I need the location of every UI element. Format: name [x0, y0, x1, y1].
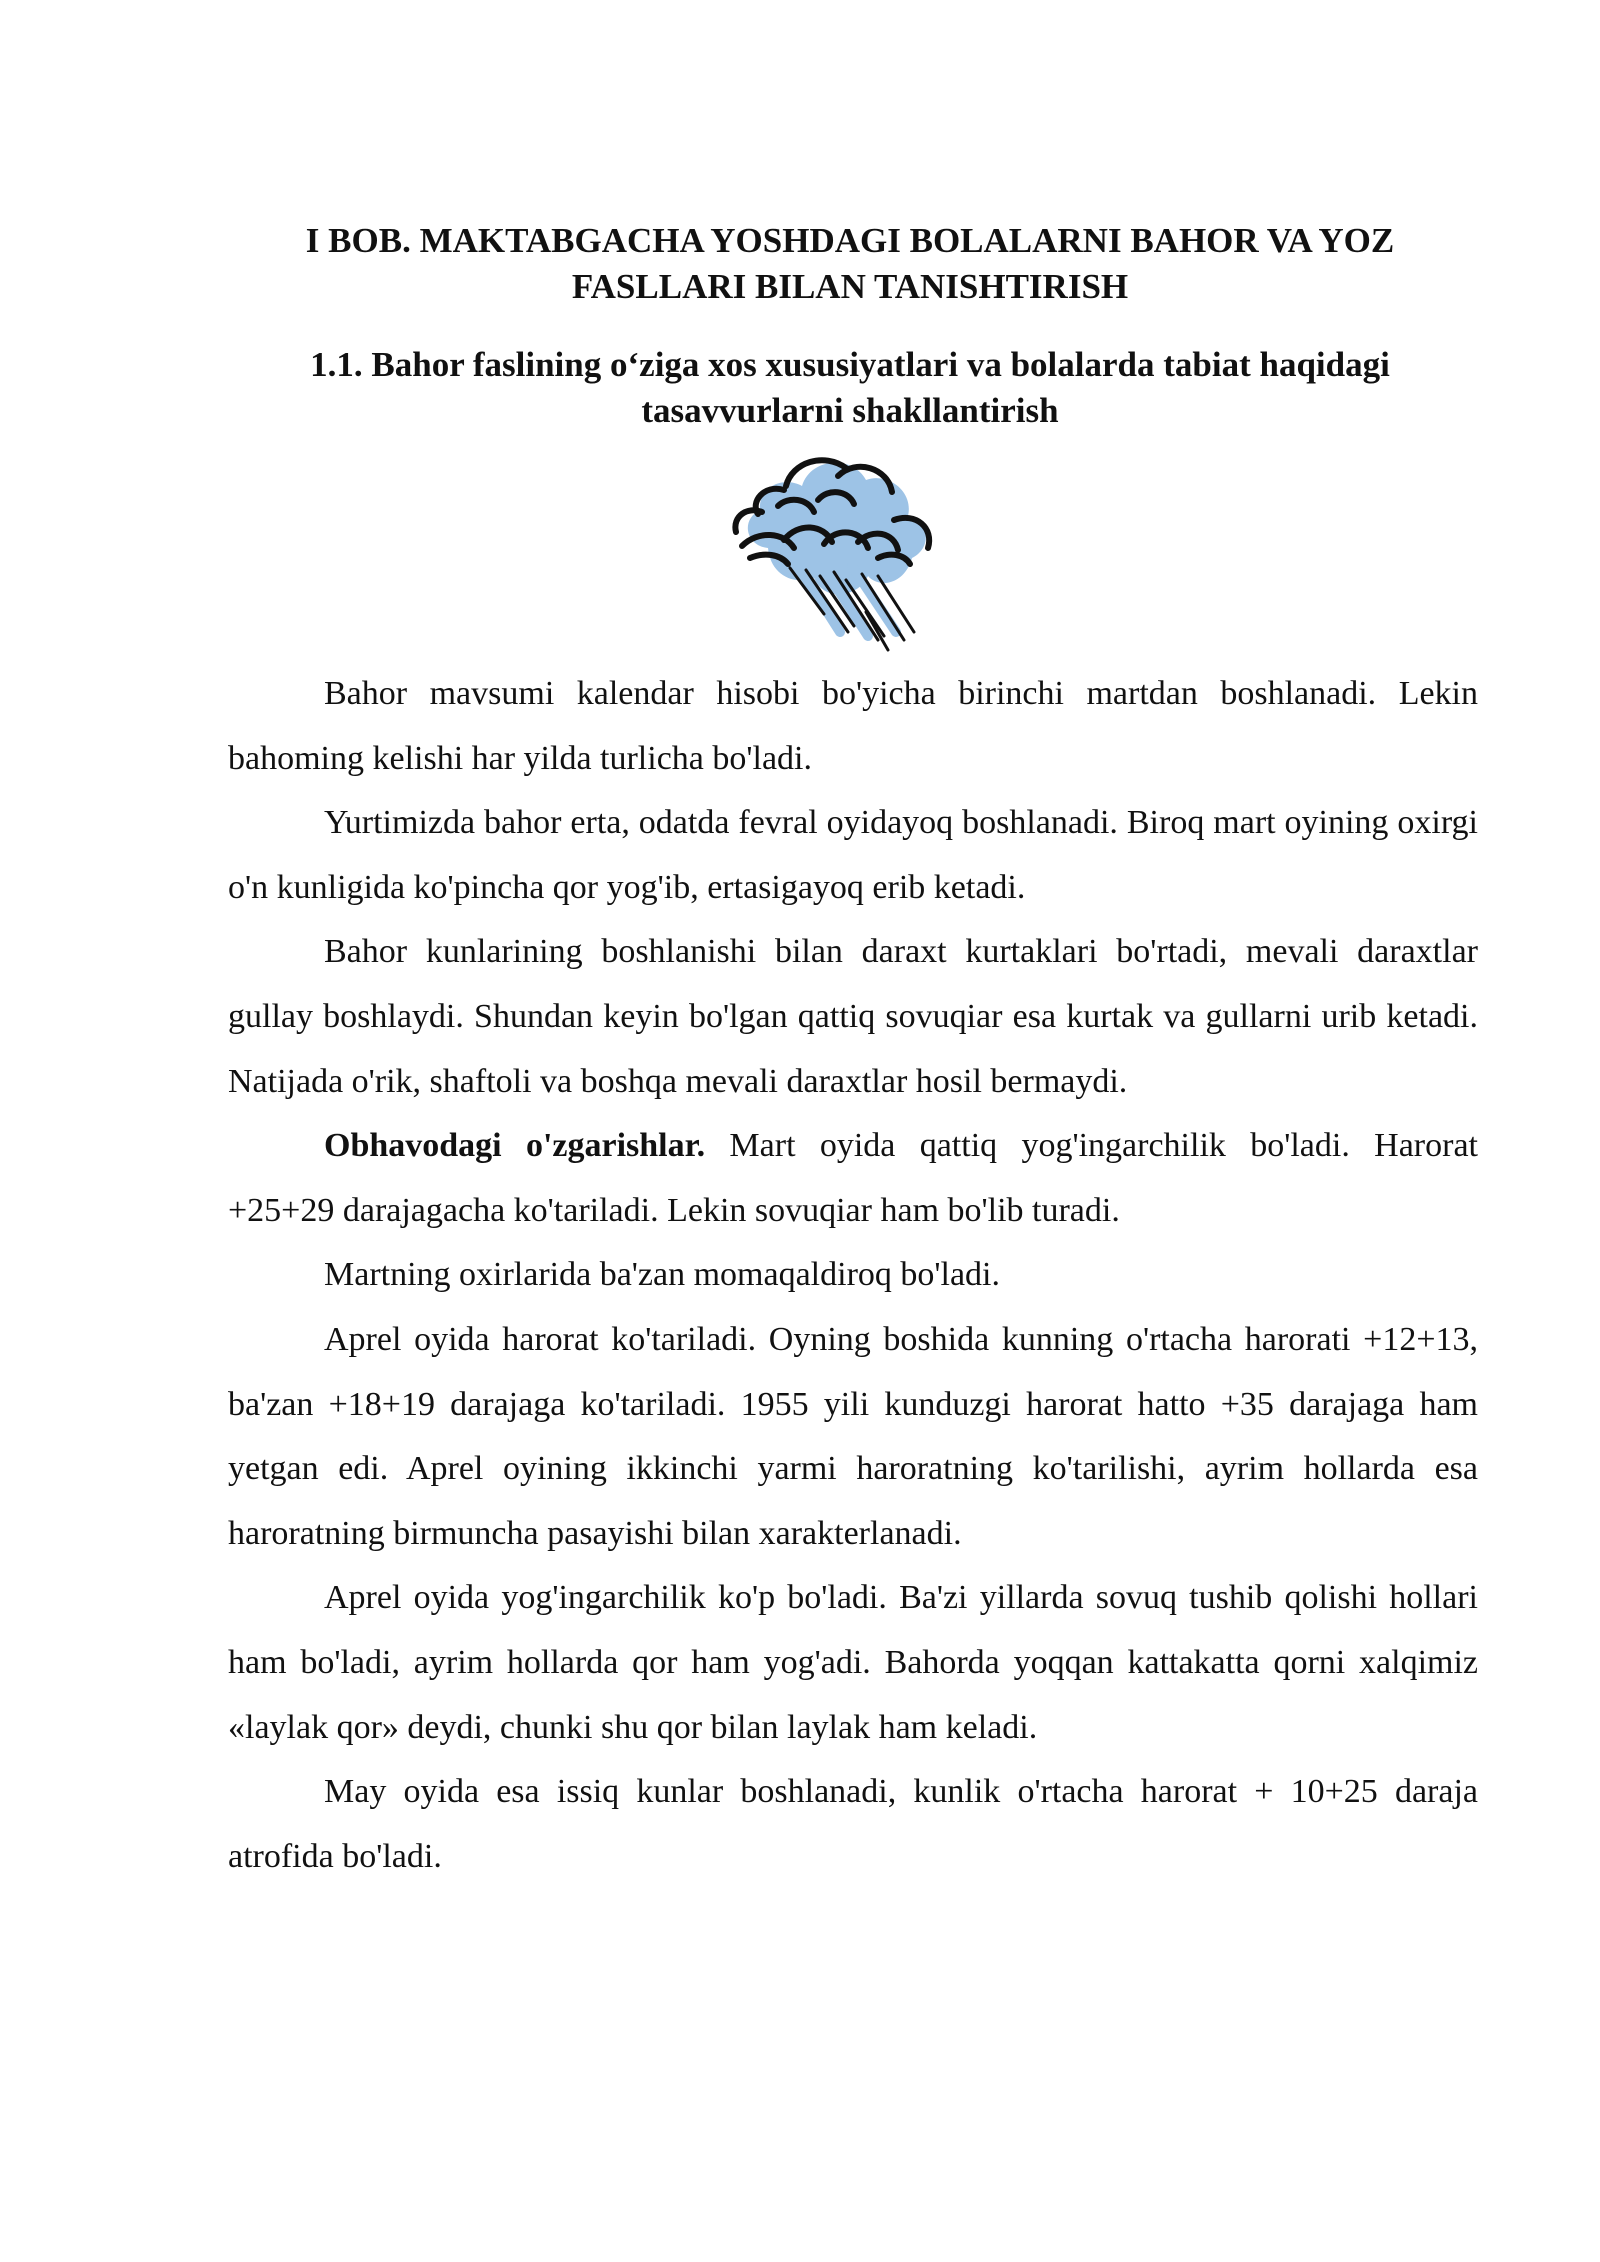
- section-title: [200, 342, 1500, 434]
- section-title-line-2: tasavvurlarni shakllantirish: [641, 391, 1059, 430]
- chapter-title: [200, 218, 1500, 310]
- chapter-title-line-2: FASLLARI BILAN TANISHTIRISH: [571, 267, 1129, 306]
- chapter-title-line-1: I BOB. MAKTABGACHA YOSHDAGI BOLALARNI BAHOR VA YOZ: [305, 221, 1395, 260]
- body-text: [228, 662, 1478, 1889]
- paragraph-4: Obhavodagi o'zgarishlar. Mart oyida qattiq yog'ingarchilik bo'ladi. Harorat +25+29 darajagacha ko'tariladi. Lekin sovuqiar ham bo'lib turadi.: [228, 1127, 1478, 1229]
- paragraph-7: Aprel oyida yog'ingarchilik ko'p bo'ladi. Ba'zi yillarda sovuq tushib qolishi hollari ham bo'ladi, ayrim hollarda qor ham yog'adi. Bahorda yoqqan kattakatta qorni xalqimiz «laylak qor» deydi, chunki shu qor bilan laylak ham keladi.: [228, 1579, 1478, 1746]
- paragraph-8: May oyida esa issiq kunlar boshlanadi, kunlik o'rtacha harorat + 10+25 daraja atrofida bo'ladi.: [228, 1773, 1478, 1875]
- rain-cloud-icon: [728, 436, 940, 654]
- paragraph-6: Aprel oyida harorat ko'tariladi. Oyning boshida kunning o'rtacha harorati +12+13, ba'zan +18+19 darajaga ko'tariladi. 1955 yili kunduzgi harorat hatto +35 darajaga ham yetgan edi. Aprel oyining ikkinchi yarmi haroratning ko'tarilishi, ayrim hollarda esa haroratning birmuncha pasayishi bilan xarakterlanadi.: [228, 1320, 1478, 1552]
- paragraph-3: Bahor kunlarining boshlanishi bilan daraxt kurtaklari bo'rtadi, mevali daraxtlar gullay boshlaydi. Shundan keyin bo'lgan qattiq sovuqiar esa kurtak va gullarni urib ketadi. Natijada o'rik, shaftoli va boshqa mevali daraxtlar hosil bermaydi.: [228, 933, 1478, 1100]
- section-title-line-1: 1.1. Bahor faslining o‘ziga xos xususiyatlari va bolalarda tabiat haqidagi: [310, 345, 1390, 384]
- paragraph-1: Bahor mavsumi kalendar hisobi bo'yicha birinchi martdan boshlanadi. Lekin bahoming kelishi har yilda turlicha bo'ladi.: [228, 675, 1478, 777]
- paragraph-4-heading: Obhavodagi o'zgarishlar.: [324, 1127, 706, 1165]
- paragraph-2: Yurtimizda bahor erta, odatda fevral oyidayoq boshlanadi. Biroq mart oyining oxirgi o'n kunligida ko'pincha qor yog'ib, ertasigayoq erib ketadi.: [228, 804, 1478, 906]
- paragraph-5: Martning oxirlarida ba'zan momaqaldiroq bo'ladi.: [324, 1256, 1000, 1294]
